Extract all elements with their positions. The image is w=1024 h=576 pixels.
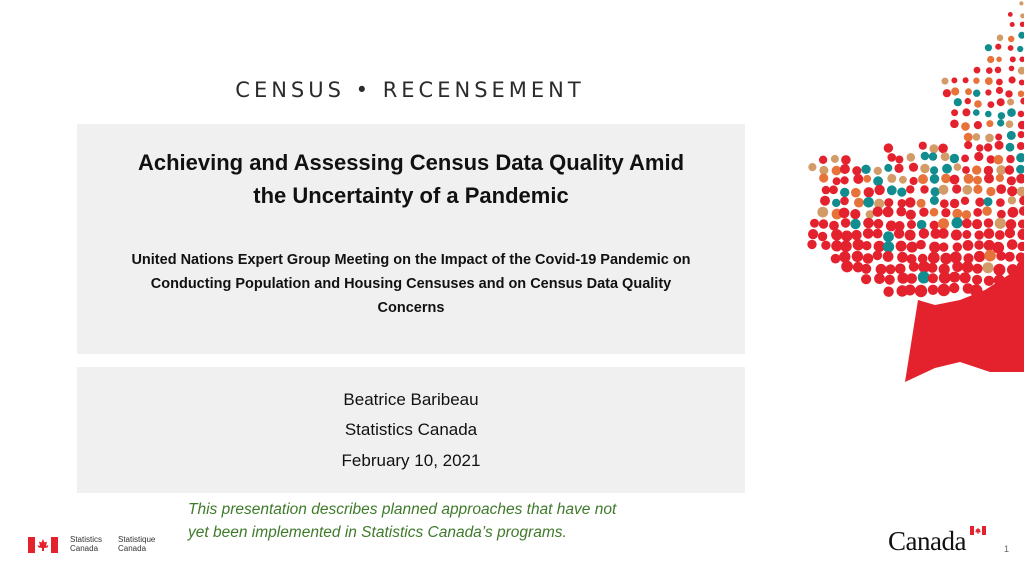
leaf-dot <box>985 89 991 95</box>
leaf-dot <box>1016 165 1024 174</box>
sc-french-line: Canada <box>118 544 147 553</box>
leaf-dot <box>906 185 914 193</box>
leaf-dot <box>982 206 992 216</box>
leaf-dot <box>973 176 982 185</box>
leaf-dot <box>1006 155 1014 163</box>
leaf-dot <box>861 274 871 284</box>
leaf-dot <box>829 185 838 194</box>
leaf-dot <box>965 98 971 104</box>
leaf-dot <box>928 273 938 283</box>
leaf-dot <box>938 218 949 229</box>
leaf-dot <box>943 89 951 97</box>
leaf-dot <box>993 264 1005 276</box>
leaf-dot <box>950 154 959 163</box>
leaf-dot <box>1018 131 1024 138</box>
leaf-dot <box>851 188 861 198</box>
leaf-dot <box>906 273 917 284</box>
leaf-dot <box>976 144 983 151</box>
sc-english-name <box>70 535 102 553</box>
sc-english-line: Canada <box>70 544 99 553</box>
leaf-dot <box>841 176 849 184</box>
author-organization: Statistics Canada <box>344 420 478 439</box>
leaf-dot <box>1019 1 1023 5</box>
leaf-dot <box>1020 22 1024 27</box>
leaf-dot <box>941 152 950 161</box>
leaf-dot <box>905 230 916 241</box>
leaf-dot <box>996 198 1005 207</box>
leaf-dot <box>1008 207 1019 218</box>
presentation-title <box>77 146 745 212</box>
leaf-dot <box>1019 206 1024 216</box>
leaf-dot <box>929 144 938 153</box>
leaf-dot <box>996 79 1003 86</box>
leaf-dot <box>897 252 908 263</box>
leaf-dot <box>963 77 969 83</box>
leaf-dot <box>985 134 994 143</box>
leaf-dot <box>995 230 1005 240</box>
leaf-dot <box>954 98 962 106</box>
leaf-dot <box>952 217 963 228</box>
leaf-dot <box>864 187 874 197</box>
leaf-dot <box>887 185 897 195</box>
leaf-dot <box>984 250 996 262</box>
leaf-dot <box>984 197 993 206</box>
leaf-dot <box>822 186 830 194</box>
leaf-dot <box>1018 91 1024 98</box>
subtitle-line: Concerns <box>377 300 445 316</box>
leaf-dot <box>928 285 938 295</box>
leaf-dot <box>841 261 853 273</box>
leaf-dot <box>938 228 949 239</box>
leaf-dot <box>996 57 1002 63</box>
leaf-dot <box>988 101 995 108</box>
leaf-dot <box>986 187 995 196</box>
author-box <box>77 367 745 493</box>
leaf-dot <box>851 230 861 240</box>
leaf-dot <box>962 219 972 229</box>
disclaimer-line: This presentation describes planned approaches that have not <box>188 501 617 518</box>
leaf-dot <box>1008 12 1013 17</box>
leaf-dot <box>931 187 940 196</box>
leaf-dot <box>873 207 883 217</box>
leaf-dot <box>949 283 959 293</box>
leaf-dot <box>972 275 982 285</box>
leaf-dot <box>831 155 839 163</box>
leaf-dot <box>975 230 984 239</box>
leaf-dot <box>939 272 951 284</box>
leaf-dot <box>952 184 961 193</box>
census-header: CENSUS • RECENSEMENT <box>235 78 585 102</box>
leaf-dot <box>984 218 994 228</box>
leaf-dot <box>951 230 962 241</box>
leaf-dot <box>1008 45 1014 51</box>
leaf-dot <box>939 185 949 195</box>
leaf-dot <box>884 143 893 152</box>
leaf-dot <box>883 251 894 262</box>
leaf-dot <box>1018 32 1024 39</box>
leaf-dot <box>927 263 937 273</box>
leaf-dot <box>929 152 937 160</box>
subtitle-line: United Nations Expert Group Meeting on the Impact of the Covid-19 Pandemic on <box>131 252 691 268</box>
leaf-dot <box>996 87 1003 94</box>
leaf-dot <box>965 88 972 95</box>
leaf-dot <box>840 197 849 206</box>
leaf-dot <box>863 197 874 208</box>
leaf-dot <box>1019 80 1024 86</box>
leaf-dot <box>896 241 907 252</box>
leaf-dot <box>960 272 971 283</box>
leaf-dot <box>950 120 959 129</box>
leaf-dot <box>954 163 962 171</box>
leaf-dot <box>840 241 852 253</box>
leaf-dot <box>973 133 981 141</box>
leaf-dot <box>874 219 884 229</box>
leaf-dot <box>884 198 893 207</box>
leaf-dot <box>841 155 851 165</box>
leaf-dot <box>974 251 985 262</box>
leaf-dot <box>863 228 874 239</box>
leaf-dot <box>1007 186 1017 196</box>
title-line: Achieving and Assessing Census Data Quality Amid <box>137 150 685 175</box>
leaf-dot <box>874 273 885 284</box>
leaf-dot <box>949 272 960 283</box>
leaf-dot <box>1018 242 1024 251</box>
leaf-dot <box>1019 57 1024 63</box>
presentation-subtitle <box>77 248 745 320</box>
canada-flag-icon <box>28 537 58 553</box>
sc-english-line: Statistics <box>70 535 103 544</box>
leaf-dot <box>930 208 939 217</box>
leaf-dot <box>895 264 906 275</box>
leaf-dot <box>873 251 883 261</box>
leaf-dot <box>1005 228 1015 238</box>
leaf-dot <box>854 198 864 208</box>
leaf-dot <box>1020 98 1024 105</box>
sc-french-name <box>118 535 155 553</box>
leaf-dot <box>850 209 860 219</box>
leaf-dot <box>962 230 971 239</box>
leaf-dot <box>938 284 950 296</box>
leaf-dot <box>995 44 1001 50</box>
leaf-dot <box>1016 153 1024 162</box>
leaf-dot <box>929 242 940 253</box>
leaf-dot <box>909 262 919 272</box>
leaf-dot <box>840 188 849 197</box>
leaf-dot <box>819 156 827 164</box>
leaf-dot <box>938 144 948 154</box>
leaf-dot <box>964 141 972 149</box>
leaf-dot <box>1017 142 1024 150</box>
leaf-dot <box>906 210 916 220</box>
subtitle-line: Conducting Population and Housing Censuses and on Census Data Quality <box>150 276 672 292</box>
leaf-dot <box>962 261 974 273</box>
leaf-dot <box>985 44 992 51</box>
leaf-dot <box>839 208 850 219</box>
leaf-dot <box>852 166 861 175</box>
leaf-dot <box>874 185 884 195</box>
page-number: 1 <box>1004 544 1010 554</box>
leaf-dot <box>985 77 993 85</box>
leaf-dot <box>996 174 1004 182</box>
leaf-dot <box>907 153 916 162</box>
leaf-dot <box>961 197 969 205</box>
leaf-dot <box>883 287 893 297</box>
leaf-dot <box>984 174 994 184</box>
leaf-dot <box>987 56 994 63</box>
leaf-dot <box>807 240 816 249</box>
leaf-dot <box>941 174 951 184</box>
leaf-dot <box>894 164 903 173</box>
leaf-dot <box>994 155 1004 165</box>
leaf-dot <box>996 251 1006 261</box>
leaf-dot <box>905 197 915 207</box>
title-box <box>77 124 745 354</box>
leaf-dot <box>995 218 1006 229</box>
leaf-dot <box>853 174 863 184</box>
leaf-dot <box>832 199 840 207</box>
leaf-dot <box>895 156 903 164</box>
leaf-dot <box>1007 131 1016 140</box>
leaf-dot <box>818 232 827 241</box>
leaf-dot <box>910 177 918 185</box>
leaf-dot <box>962 166 970 174</box>
leaf-dot <box>874 167 882 175</box>
leaf-dot <box>862 241 871 250</box>
leaf-dot <box>974 121 982 129</box>
leaf-dot <box>820 196 830 206</box>
leaf-dot <box>983 262 994 273</box>
leaf-dot <box>942 78 949 85</box>
leaf-dot <box>952 209 962 219</box>
leaf-dot <box>1007 239 1018 250</box>
leaf-dot <box>984 276 994 286</box>
leaf-dot <box>883 207 894 218</box>
leaf-dot <box>1018 121 1024 130</box>
leaf-dot <box>831 254 841 264</box>
leaf-dot <box>919 228 929 238</box>
author-name: Beatrice Baribeau <box>343 390 479 409</box>
leaf-dot <box>941 208 950 217</box>
leaf-dot <box>899 176 907 184</box>
leaf-dot <box>921 152 929 160</box>
leaf-dot <box>873 176 883 186</box>
leaf-dot <box>909 163 918 172</box>
leaf-dot <box>984 228 995 239</box>
leaf-dot <box>950 199 959 208</box>
leaf-dot <box>917 199 926 208</box>
leaf-dot <box>885 275 895 285</box>
leaf-dot <box>894 228 904 238</box>
leaf-dot <box>817 207 828 218</box>
leaf-dot <box>1007 176 1016 185</box>
leaf-dot <box>840 164 850 174</box>
canada-wordmark: Canada <box>888 526 966 556</box>
leaf-dot <box>898 199 907 208</box>
leaf-dot <box>952 261 963 272</box>
leaf-dot <box>1017 46 1023 52</box>
leaf-dot <box>919 208 928 217</box>
leaf-dot <box>986 67 993 74</box>
title-line: the Uncertainty of a Pandemic <box>253 183 569 208</box>
leaf-dot <box>884 164 892 172</box>
leaf-dot <box>873 229 883 239</box>
leaf-dot <box>863 218 874 229</box>
leaf-dot <box>930 174 940 184</box>
leaf-dot <box>985 111 992 118</box>
leaf-dot <box>920 164 929 173</box>
leaf-dot <box>997 210 1006 219</box>
leaf-dot <box>930 196 939 205</box>
leaf-dot <box>1018 220 1024 229</box>
leaf-dot <box>1007 108 1016 117</box>
sc-french-line: Statistique <box>118 535 156 544</box>
leaf-dot <box>1020 13 1024 18</box>
leaf-dot <box>907 242 918 253</box>
leaf-dot <box>887 153 896 162</box>
leaf-dot <box>1008 196 1016 204</box>
leaf-dot <box>819 219 828 228</box>
leaf-dot <box>973 78 979 84</box>
leaf-dot <box>905 285 916 296</box>
leaf-dot <box>1008 36 1014 42</box>
leaf-dot <box>1010 22 1015 27</box>
presentation-date: February 10, 2021 <box>341 451 481 470</box>
leaf-dot <box>939 242 948 251</box>
leaf-dot <box>964 133 973 142</box>
leaf-dot <box>821 241 830 250</box>
leaf-dot <box>1007 99 1014 106</box>
leaf-dot <box>832 166 842 176</box>
leaf-dot <box>972 264 982 274</box>
leaf-dot <box>984 143 992 151</box>
leaf-dot <box>962 108 970 116</box>
leaf-dot <box>974 152 983 161</box>
leaf-dot <box>1009 76 1016 83</box>
leaf-dot <box>1019 196 1024 206</box>
leaf-dot <box>886 264 896 274</box>
leaf-dot <box>951 77 957 83</box>
leaf-dot <box>930 221 939 230</box>
disclaimer <box>188 498 708 544</box>
leaf-dot <box>915 285 927 297</box>
leaf-dot <box>961 155 969 163</box>
leaf-dot <box>961 122 970 131</box>
leaf-dot <box>833 177 841 185</box>
leaf-dot <box>951 109 958 116</box>
leaf-dot <box>996 165 1006 175</box>
leaf-dot <box>930 166 938 174</box>
leaf-dot <box>974 100 982 108</box>
leaf-dot <box>887 174 896 183</box>
leaf-dot <box>907 220 916 229</box>
leaf-dot <box>1006 120 1014 128</box>
leaf-dot <box>972 165 981 174</box>
leaf-dot <box>808 163 816 171</box>
leaf-dot <box>997 98 1005 106</box>
leaf-dot <box>973 90 980 97</box>
leaf-dot <box>883 241 894 252</box>
leaf-dot <box>995 141 1004 150</box>
leaf-dot <box>998 112 1005 119</box>
leaf-dot <box>974 240 984 250</box>
disclaimer-line: yet been implemented in Statistics Canada’s programs. <box>188 524 567 541</box>
leaf-dot <box>916 240 926 250</box>
leaf-dot <box>1017 187 1024 197</box>
leaf-dot <box>810 219 819 228</box>
leaf-dot <box>1010 56 1016 62</box>
leaf-dot <box>863 175 871 183</box>
leaf-dot <box>1006 143 1015 152</box>
leaf-dot <box>986 120 993 127</box>
leaf-dot <box>841 231 852 242</box>
leaf-dot <box>919 142 927 150</box>
leaf-dot <box>974 67 981 74</box>
leaf-dot <box>997 35 1004 42</box>
leaf-dot <box>861 264 871 274</box>
leaf-dot <box>962 185 972 195</box>
leaf-dot <box>1018 67 1024 75</box>
leaf-dot <box>973 185 982 194</box>
leaf-dot <box>942 164 952 174</box>
leaf-dot <box>962 210 971 219</box>
leaf-dot <box>1005 165 1014 174</box>
leaf-dot <box>964 174 974 184</box>
leaf-dot <box>861 165 870 174</box>
leaf-dot <box>917 220 927 230</box>
leaf-dot <box>841 218 851 228</box>
leaf-dot <box>918 174 928 184</box>
leaf-dot <box>1009 66 1015 72</box>
leaf-dot <box>819 173 828 182</box>
leaf-dot <box>852 251 863 262</box>
leaf-dot <box>831 229 842 240</box>
leaf-dot <box>996 184 1006 194</box>
leaf-dot <box>975 198 984 207</box>
leaf-dot <box>973 208 982 217</box>
leaf-dot <box>950 175 960 185</box>
leaf-dot <box>883 231 894 242</box>
leaf-dot <box>951 87 959 95</box>
leaf-dot <box>997 119 1004 126</box>
leaf-dot <box>876 264 887 275</box>
leaf-dot <box>850 219 860 229</box>
leaf-dot <box>928 252 940 264</box>
leaf-dot <box>940 199 949 208</box>
leaf-dot <box>863 253 874 264</box>
leaf-dot <box>1016 174 1024 184</box>
leaf-dot <box>972 219 982 229</box>
leaf-dot <box>1005 252 1015 262</box>
leaf-dot <box>920 185 928 193</box>
leaf-dot <box>897 188 906 197</box>
canada-wordmark-flag-icon <box>970 526 986 535</box>
leaf-dot <box>973 109 980 116</box>
leaf-dot <box>1005 90 1012 97</box>
leaf-dot <box>995 67 1002 74</box>
leaf-dot <box>1018 229 1024 240</box>
leaf-dot <box>808 229 818 239</box>
leaf-dot <box>829 221 839 231</box>
leaf-dot <box>953 242 962 251</box>
leaf-dot <box>963 240 974 251</box>
leaf-dot <box>995 134 1002 141</box>
leaf-dot <box>1018 111 1024 118</box>
leaf-dot <box>896 207 906 217</box>
